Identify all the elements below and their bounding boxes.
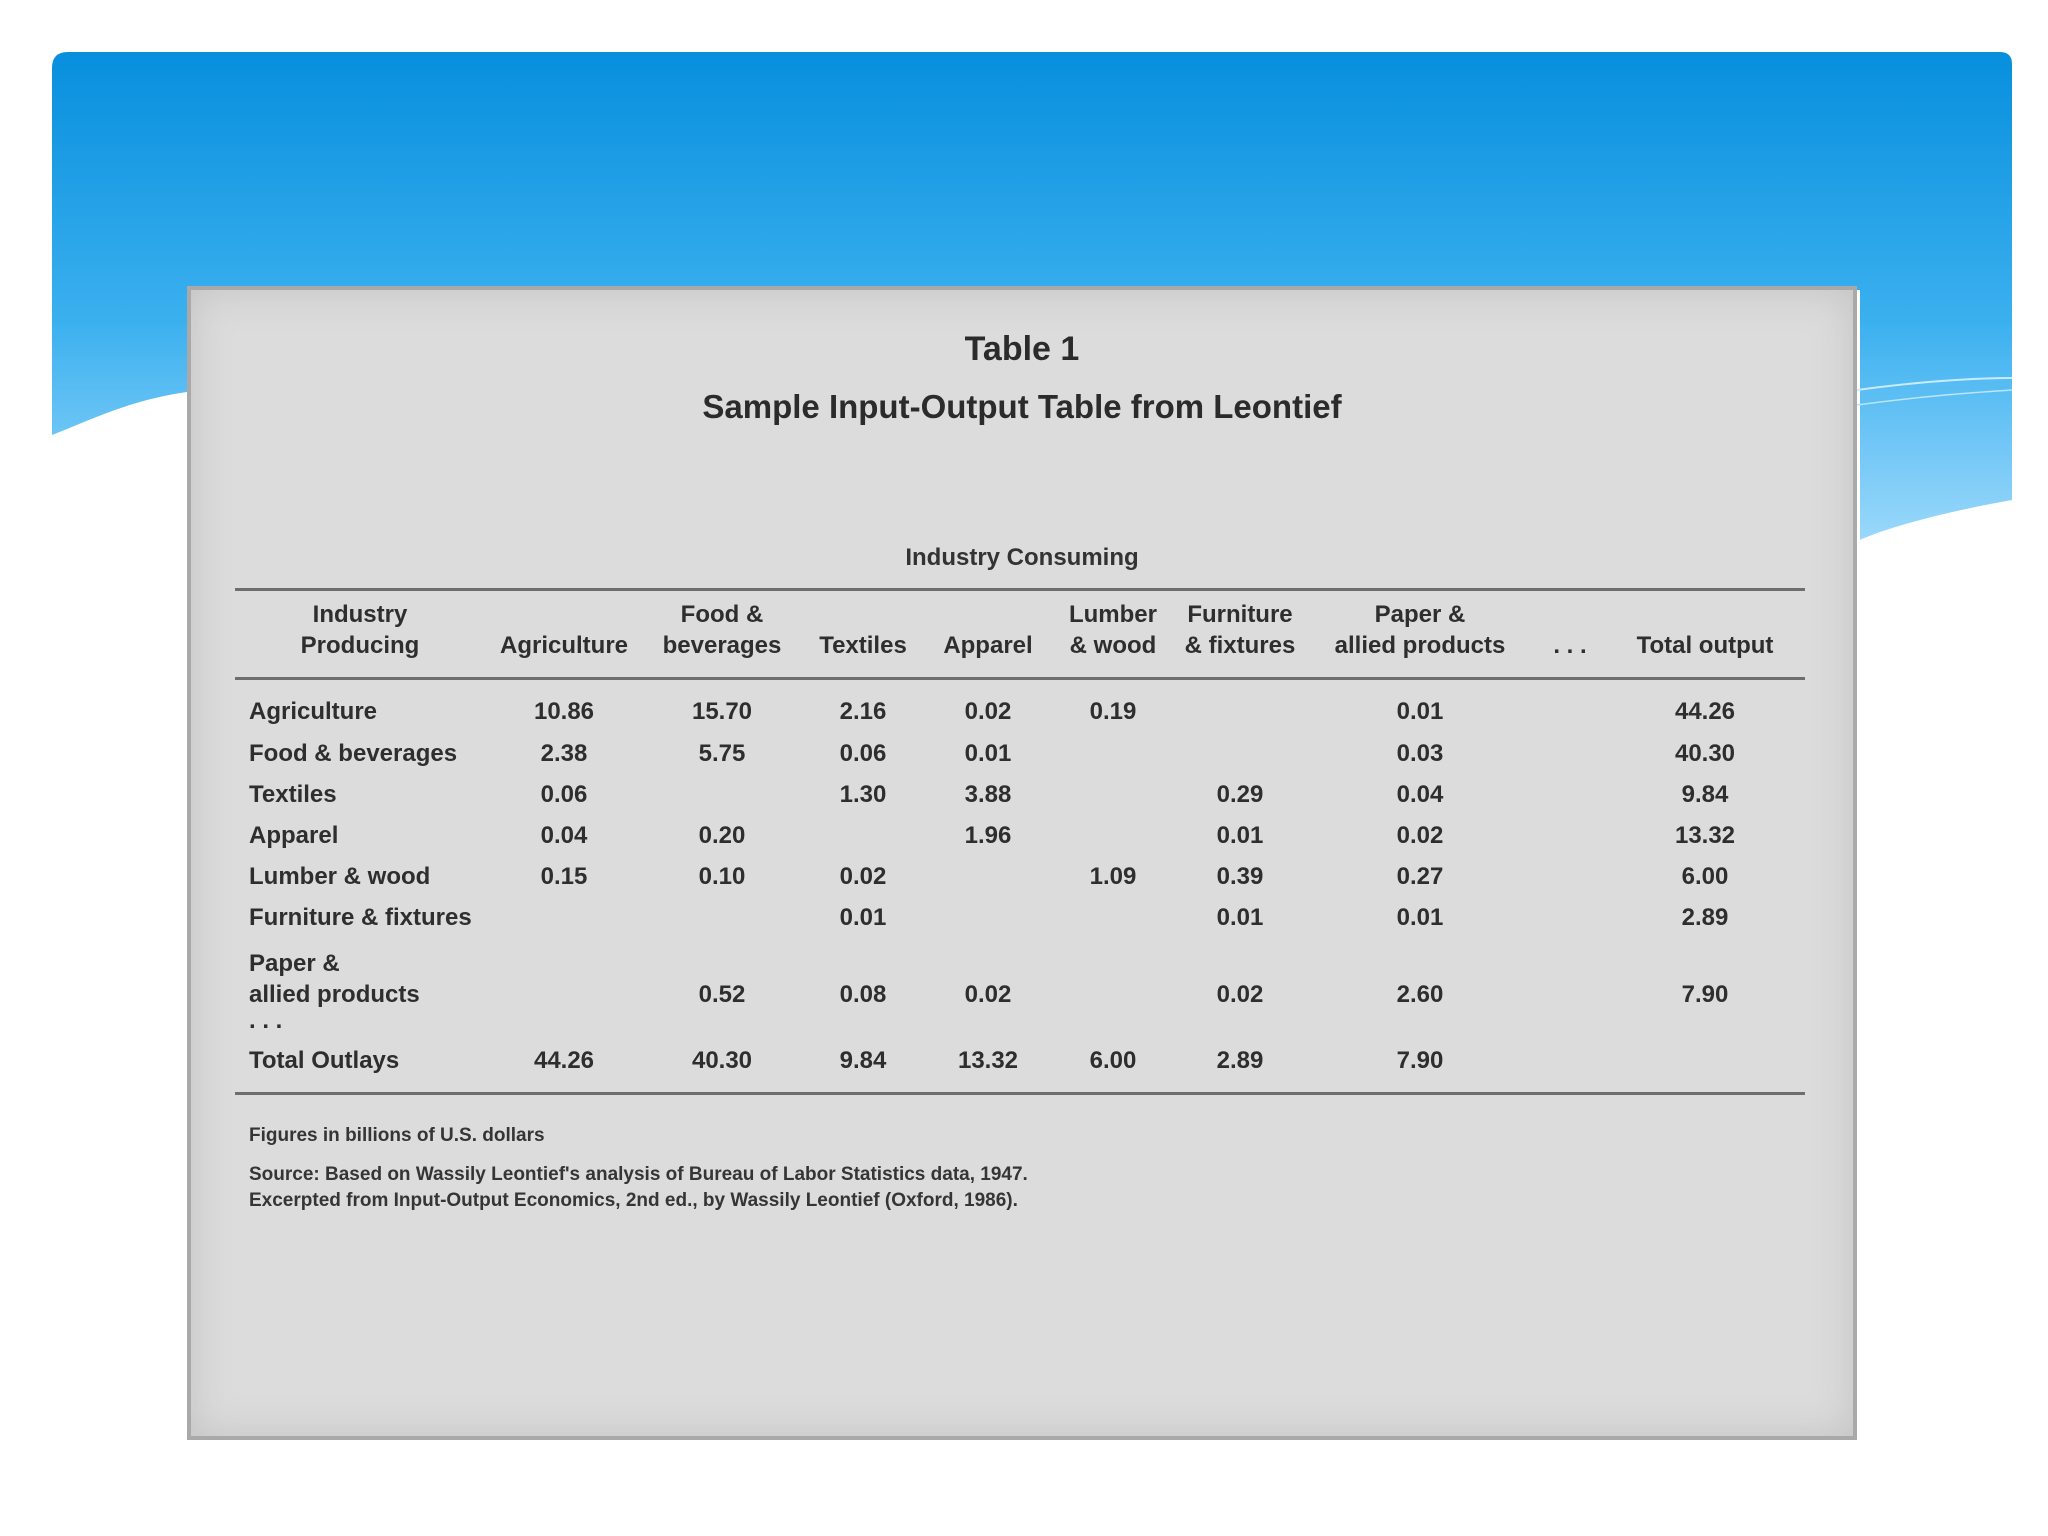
- column-header: Textiles: [819, 632, 907, 659]
- empty-cell: [1305, 1014, 1535, 1036]
- table-row: [235, 733, 1805, 774]
- empty-cell: [1605, 1014, 1805, 1036]
- table-cell: 5.75: [698, 740, 746, 767]
- column-header: Lumber & wood: [1068, 601, 1157, 659]
- table-body: [235, 677, 1805, 1084]
- table-cell: [643, 897, 801, 938]
- table-cell: [1051, 733, 1175, 774]
- row-label: Paper & allied products: [249, 950, 420, 1008]
- table-cell: [1051, 897, 1175, 938]
- scanned-table-image: [187, 286, 1857, 1440]
- table-cell: [1535, 815, 1605, 856]
- table-cell: 0.06: [839, 740, 887, 767]
- table-cell: [485, 897, 643, 938]
- table-cell: 0.01: [1396, 904, 1444, 931]
- table-cell: 0.20: [698, 822, 746, 849]
- table-cell: 0.02: [839, 863, 887, 890]
- table-cell: 0.01: [839, 904, 887, 931]
- column-header: Food & beverages: [662, 601, 782, 659]
- table-header-row: [235, 596, 1805, 677]
- table-cell: 0.01: [1216, 904, 1264, 931]
- table-cell: 0.19: [1089, 697, 1137, 725]
- empty-cell: [925, 1014, 1051, 1036]
- table-cell: 1.09: [1089, 863, 1137, 890]
- table-cell: 0.52: [698, 981, 746, 1008]
- column-header: Total output: [1636, 632, 1774, 659]
- table-cell: 0.02: [1216, 981, 1264, 1008]
- table-cell: [925, 897, 1051, 938]
- table-row: [235, 774, 1805, 815]
- table-bottom-rule: [235, 1092, 1805, 1095]
- table-cell: 44.26: [1674, 697, 1736, 725]
- row-label: Apparel: [249, 822, 339, 849]
- table-cell: 0.27: [1396, 863, 1444, 890]
- table-cell: 3.88: [964, 781, 1012, 808]
- table-cell: 0.39: [1216, 863, 1264, 890]
- table-cell: 13.32: [1674, 822, 1736, 849]
- table-cell: 0.02: [1396, 822, 1444, 849]
- table-cell: 6.00: [1089, 1046, 1137, 1074]
- table-cell: 0.02: [964, 981, 1012, 1008]
- table-cell: 0.03: [1396, 740, 1444, 767]
- table-cell: 0.01: [1396, 697, 1444, 725]
- input-output-table: [235, 596, 1805, 1084]
- table-cell: [1051, 938, 1175, 1014]
- column-header: Apparel: [943, 632, 1033, 659]
- table-cell: [1535, 1036, 1605, 1084]
- row-label: Lumber & wood: [249, 863, 431, 890]
- table-row: [235, 897, 1805, 938]
- header-industry-producing: Industry Producing: [300, 601, 420, 659]
- table-cell: 13.32: [957, 1046, 1019, 1074]
- table-cell: [1051, 774, 1175, 815]
- table-cell: 7.90: [1396, 1046, 1444, 1074]
- row-label: Agriculture: [249, 697, 378, 725]
- table-cell: [1175, 733, 1305, 774]
- table-cell: [1605, 1036, 1805, 1084]
- table-row: [235, 815, 1805, 856]
- table-cell: 15.70: [691, 697, 753, 725]
- table-cell: [1535, 856, 1605, 897]
- table-cell: 9.84: [839, 1046, 887, 1074]
- table-row: [235, 938, 1805, 1014]
- excerpt-note: Excerpted from Input-Output Economics, 2nd ed., by Wassily Leontief (Oxford, 1986).: [249, 1190, 1018, 1211]
- table-cell: 0.10: [698, 863, 746, 890]
- table-cell: 40.30: [691, 1046, 753, 1074]
- empty-cell: [1535, 1014, 1605, 1036]
- empty-cell: [1175, 1014, 1305, 1036]
- table-cell: 2.16: [839, 697, 887, 725]
- table-cell: 44.26: [533, 1046, 595, 1074]
- row-label: Textiles: [249, 781, 337, 808]
- industry-consuming-label: Industry Consuming: [905, 544, 1139, 571]
- table-cell: 0.04: [540, 822, 588, 849]
- table-cell: [801, 815, 925, 856]
- empty-cell: [643, 1014, 801, 1036]
- table-cell: 2.38: [540, 740, 588, 767]
- row-label: Furniture & fixtures: [249, 904, 472, 931]
- table-subtitle: Sample Input-Output Table from Leontief: [702, 388, 1342, 425]
- table-cell: [1051, 815, 1175, 856]
- table-cell: 0.01: [1216, 822, 1264, 849]
- table-cell: [485, 938, 643, 1014]
- table-cell: 2.89: [1216, 1046, 1264, 1074]
- table-cell: 6.00: [1681, 863, 1729, 890]
- column-header: Agriculture: [499, 632, 628, 659]
- table-cell: 1.30: [839, 781, 887, 808]
- table-cell: [643, 774, 801, 815]
- empty-cell: [801, 1014, 925, 1036]
- table-cell: [1535, 774, 1605, 815]
- table-cell: 7.90: [1681, 981, 1729, 1008]
- table-cell: [1535, 897, 1605, 938]
- table-cell: 2.60: [1396, 981, 1444, 1008]
- table-cell: 2.89: [1681, 904, 1729, 931]
- empty-cell: [1051, 1014, 1175, 1036]
- column-header: Paper & allied products: [1334, 601, 1506, 659]
- ellipsis-label: . . .: [249, 1007, 283, 1034]
- table-title: Table 1: [964, 330, 1080, 368]
- table-cell: 0.04: [1396, 781, 1444, 808]
- table-cell: 9.84: [1681, 781, 1729, 808]
- table-cell: 0.06: [540, 781, 588, 808]
- table-top-rule: [235, 588, 1805, 591]
- table-cell: 0.01: [964, 740, 1012, 767]
- empty-cell: [485, 1014, 643, 1036]
- table-cell: 0.08: [839, 981, 887, 1008]
- ellipsis-row: [235, 1014, 1805, 1036]
- row-label: Total Outlays: [249, 1046, 400, 1074]
- source-note: Source: Based on Wassily Leontief's analysis of Bureau of Labor Statistics data, 1947.: [249, 1164, 1028, 1185]
- table-cell: 40.30: [1674, 740, 1736, 767]
- table-cell: 0.02: [964, 697, 1012, 725]
- table-cell: [925, 856, 1051, 897]
- table-cell: [1535, 677, 1605, 733]
- table-cell: 0.15: [540, 863, 588, 890]
- table-row: [235, 677, 1805, 733]
- column-header: Furniture & fixtures: [1184, 601, 1296, 659]
- table-cell: [1535, 733, 1605, 774]
- row-label: Food & beverages: [249, 740, 458, 767]
- figures-note: Figures in billions of U.S. dollars: [249, 1125, 545, 1146]
- table-cell: 10.86: [533, 697, 595, 725]
- table-notes: [249, 1122, 1028, 1214]
- table-cell: 1.96: [964, 822, 1012, 849]
- table-cell: [1535, 938, 1605, 1014]
- table-cell: [1175, 677, 1305, 733]
- table-row: [235, 856, 1805, 897]
- table-cell: 0.29: [1216, 781, 1264, 808]
- total-outlays-row: [235, 1036, 1805, 1084]
- column-header: . . .: [1553, 632, 1587, 659]
